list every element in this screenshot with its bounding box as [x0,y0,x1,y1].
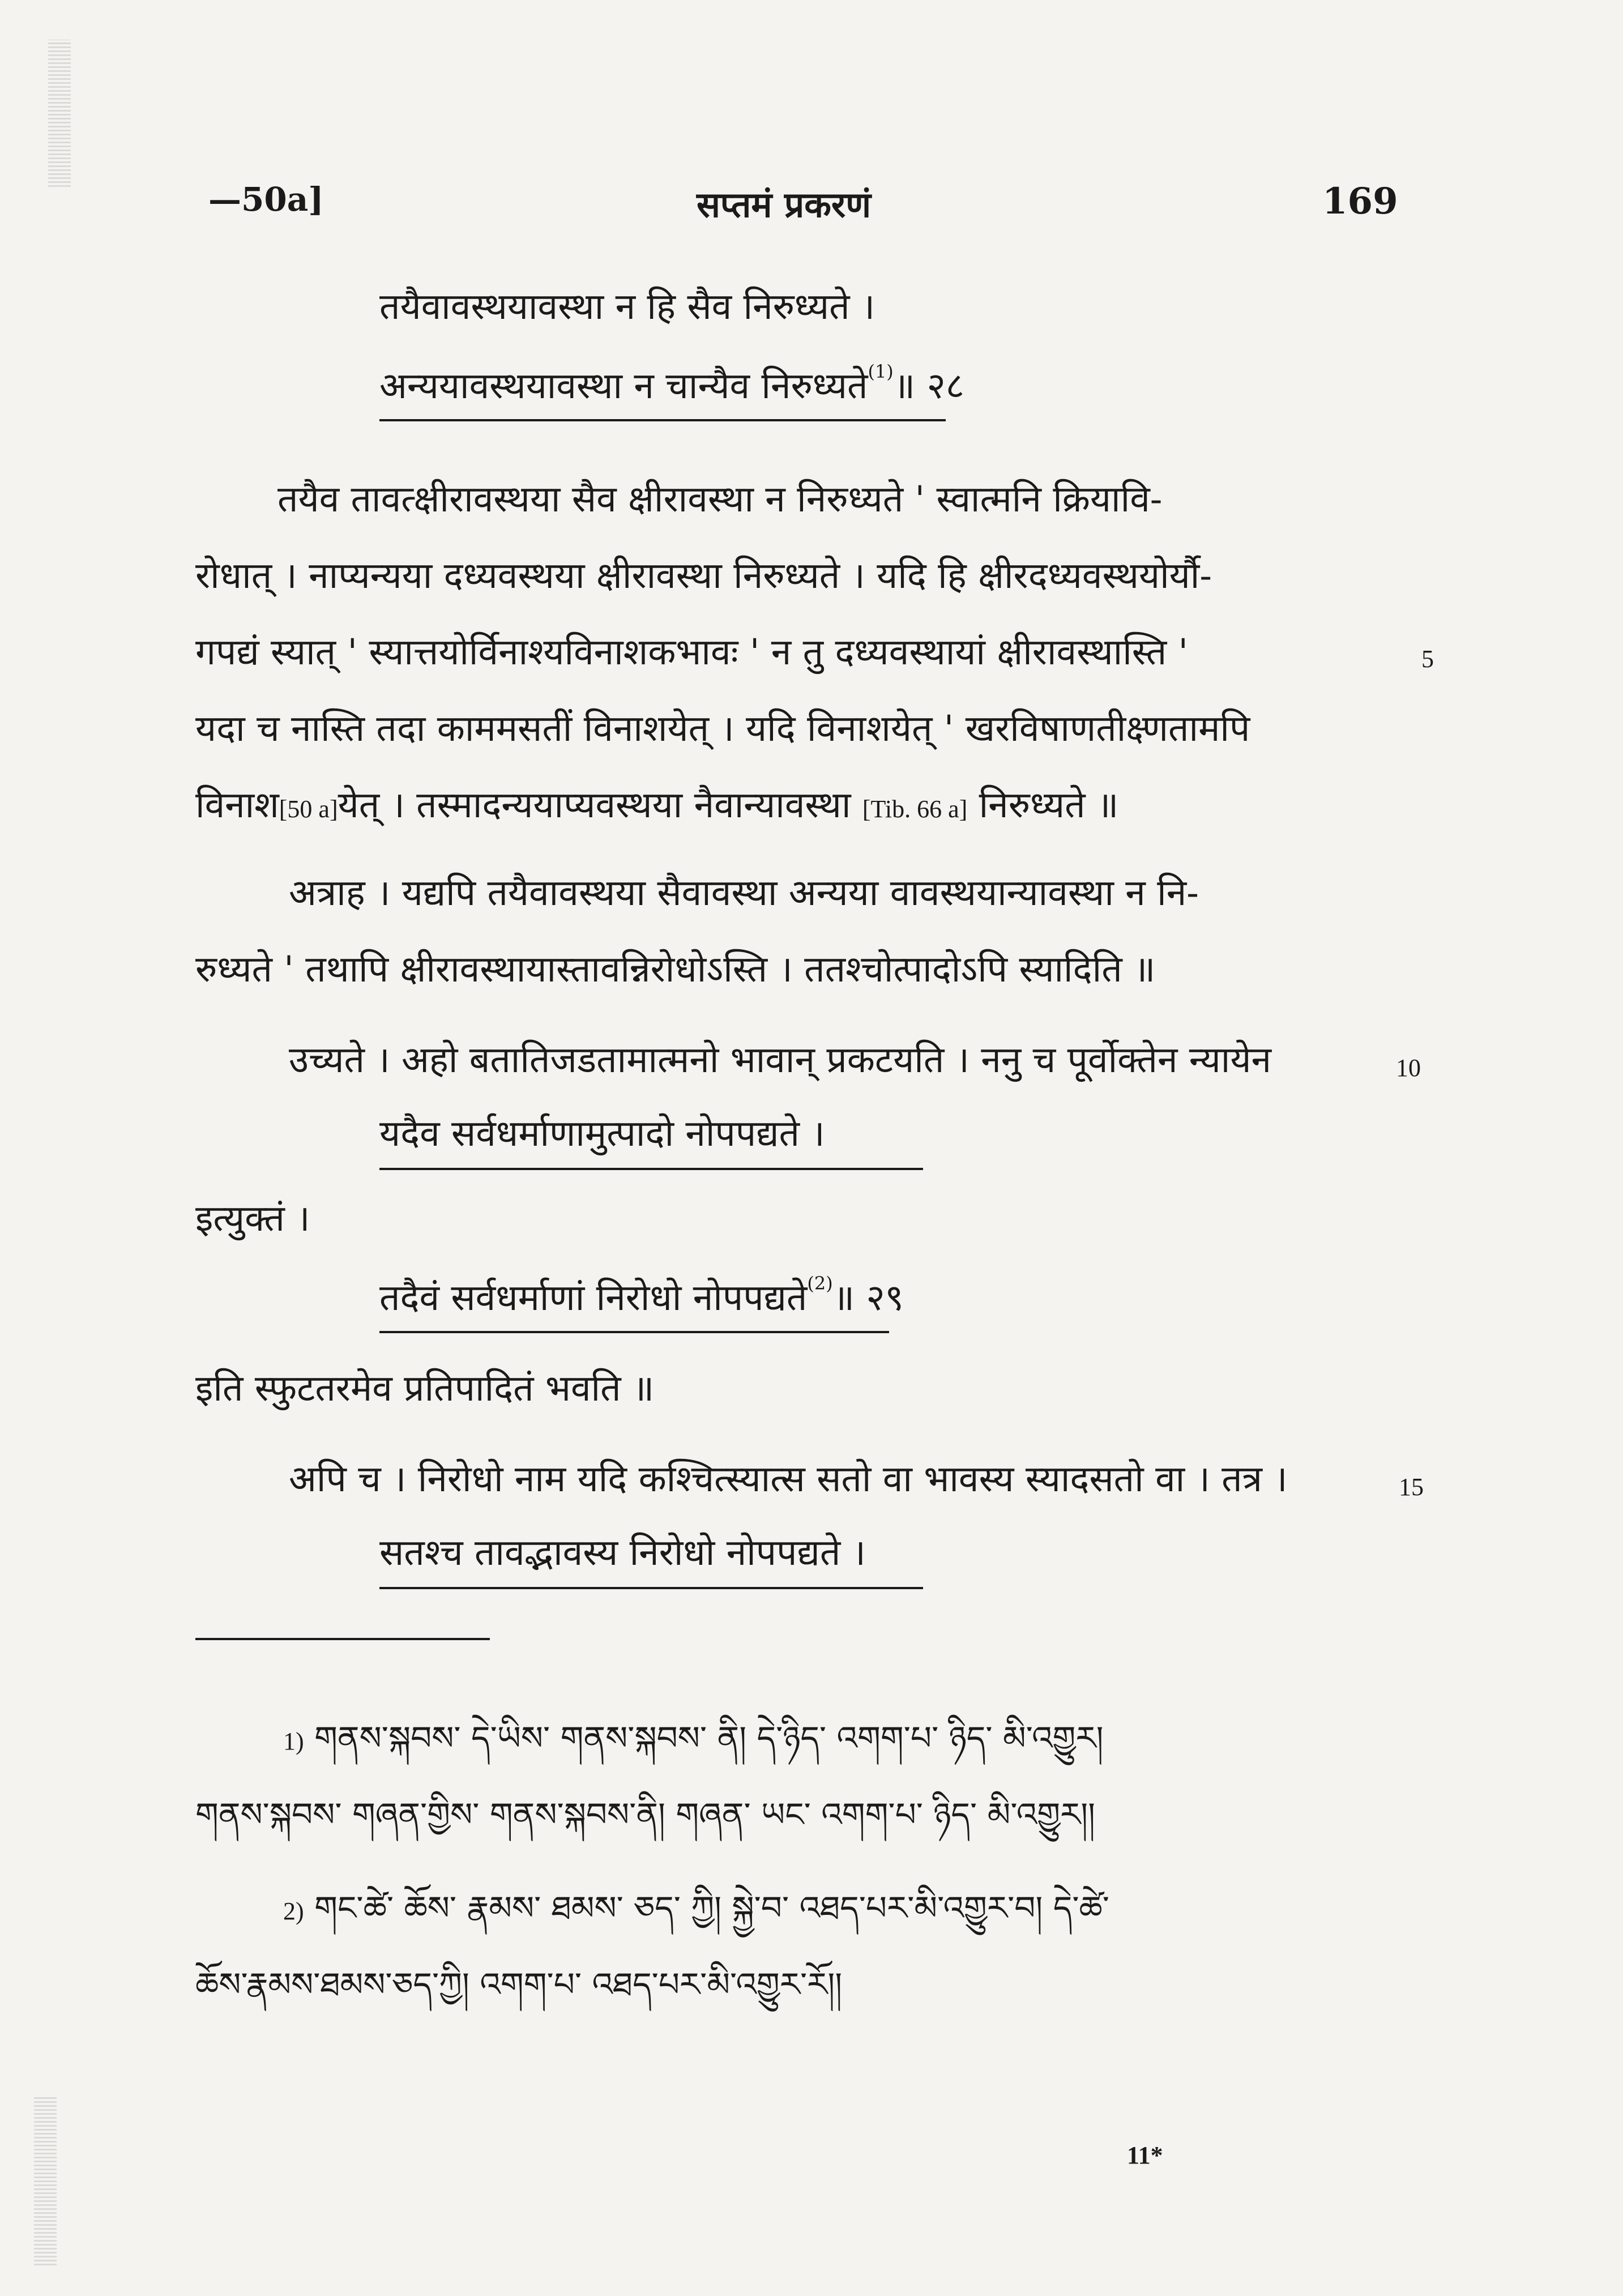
para-2-line-2: रुध्यते ' तथापि क्षीरावस्थायास्तावन्निरोधोऽस्ति । ततश्चोत्पादोऽपि स्यादिति ॥ [195,949,1156,991]
footnote-1-line-2: གནས་སྐབས་ གཞན་གྱིས་ གནས་སྐབས་ནི། གཞན་ ཡང་ འགག་པ་ ཉིད་ མི་འགྱུར།། [195,1795,1096,1834]
footnote-separator [195,1638,490,1640]
scan-edge-speckle-bottom [34,2096,57,2265]
folio-marker: [50 a] [279,795,338,823]
verse-number: ॥ २९ [832,1277,904,1319]
quoted-verse-a: यदैव सर्वधर्माणामुत्पादो नोपपद्यते । [379,1113,825,1155]
para-1-line-1: तयैव तावत्क्षीरावस्थया सैव क्षीरावस्था न निरुध्यते ' स्वात्मनि क्रियावि- [277,479,1163,520]
verse-text: तदैवं सर्वधर्माणां निरोधो नोपपद्यते [379,1277,808,1319]
footnote-2-text: གང་ཚེ་ ཆོས་ རྣམས་ ཐམས་ ཅད་ ཀྱི། སྐྱེ་བ་ འཐད་པར་མི་འགྱུར་བ། དེ་ཚེ་ [314,1889,1109,1927]
footnote-1-text: གནས་སྐབས་ དེ་ཡིས་ གནས་སྐབས་ ནི། དེ་ཉིད་ འགག་པ་ ཉིད་ མི་འགྱུར། [314,1719,1104,1757]
footnote-2-marker: 2) [283,1897,304,1925]
footnote-2-line-2: ཆོས་རྣམས་ཐམས་ཅད་ཀྱི། འགག་པ་ འཐད་པར་མི་འགྱུར་རོ།། [195,1965,843,2004]
line-number-10: 10 [1396,1054,1421,1082]
para-4-line-1: अपि च । निरोधो नाम यदि कश्चित्स्यात्स सतो वा भावस्य स्यादसतो वा । तत्र । [289,1458,1288,1500]
verse-29-underline [379,1331,889,1333]
footnote-1-line-1 [283,1719,1104,1757]
para-1-line-4: यदा च नास्ति तदा काममसतीं विनाशयेत् । यदि विनाशयेत् ' खरविषाणतीक्ष्णतामपि [195,708,1250,750]
running-head-folio: —50a] [208,180,324,219]
text: निरुध्यते ॥ [979,784,1119,826]
verse-29 [379,1273,904,1319]
footnote-1-marker: 1) [283,1727,304,1755]
quoted-verse-b: सतश्च तावद्भावस्य निरोधो नोपपद्यते । [379,1532,866,1574]
iti-line: इति स्फुटतरमेव प्रतिपादितं भवति ॥ [195,1368,655,1410]
para-1-line-2: रोधात् । नाप्यन्यया दध्यवस्थया क्षीरावस्था निरुध्यते । यदि हि क्षीरदध्यवस्थयोर्यौ- [195,555,1212,597]
footnote-ref-2: (2) [807,1273,833,1294]
text: येत् । तस्मादन्ययाप्यवस्थया नैवान्यावस्था [338,784,851,826]
ityuktam: इत्युक्तं । [195,1198,310,1240]
verse-text: अन्ययावस्थयावस्था न चान्यैव निरुध्यते [379,365,868,407]
line-number-15: 15 [1399,1473,1424,1501]
verse-text: तयैवावस्थयावस्था न हि सैव निरुध्यते । [379,286,875,328]
para-1-line-3: गपद्यं स्यात् ' स्यात्तयोर्विनाश्यविनाशकभावः ' न तु दध्यवस्थायां क्षीरावस्थास्ति ' [195,631,1189,673]
text: विनाश [195,784,279,826]
para-2-line-1: अत्राह । यद्यपि तयैवावस्थया सैवावस्था अन्यया वावस्थयान्यावस्था न नि- [289,872,1199,914]
verse-28-line-1 [379,286,875,328]
signature-mark: 11* [1127,2141,1163,2169]
quoted-verse-b-underline [379,1587,923,1589]
tibetan-folio-marker: [Tib. 66 a] [862,795,968,823]
scan-edge-speckle-top [48,40,71,187]
quoted-verse-a-underline [379,1168,923,1170]
line-number-5: 5 [1421,645,1434,673]
footnote-2-line-1 [283,1889,1109,1927]
para-3-line-1: उच्यते । अहो बतातिजडतामात्मनो भावान् प्रकटयति । ननु च पूर्वोक्तेन न्यायेन [289,1039,1272,1081]
page-number: 169 [1322,180,1398,223]
verse-28-line-2 [379,361,965,407]
running-head-title: सप्तमं प्रकरणं [697,184,872,225]
verse-28-underline [379,419,946,421]
para-1-line-5 [195,784,1119,826]
footnote-ref-1: (1) [868,361,894,382]
verse-number: ॥ २८ [893,365,965,407]
